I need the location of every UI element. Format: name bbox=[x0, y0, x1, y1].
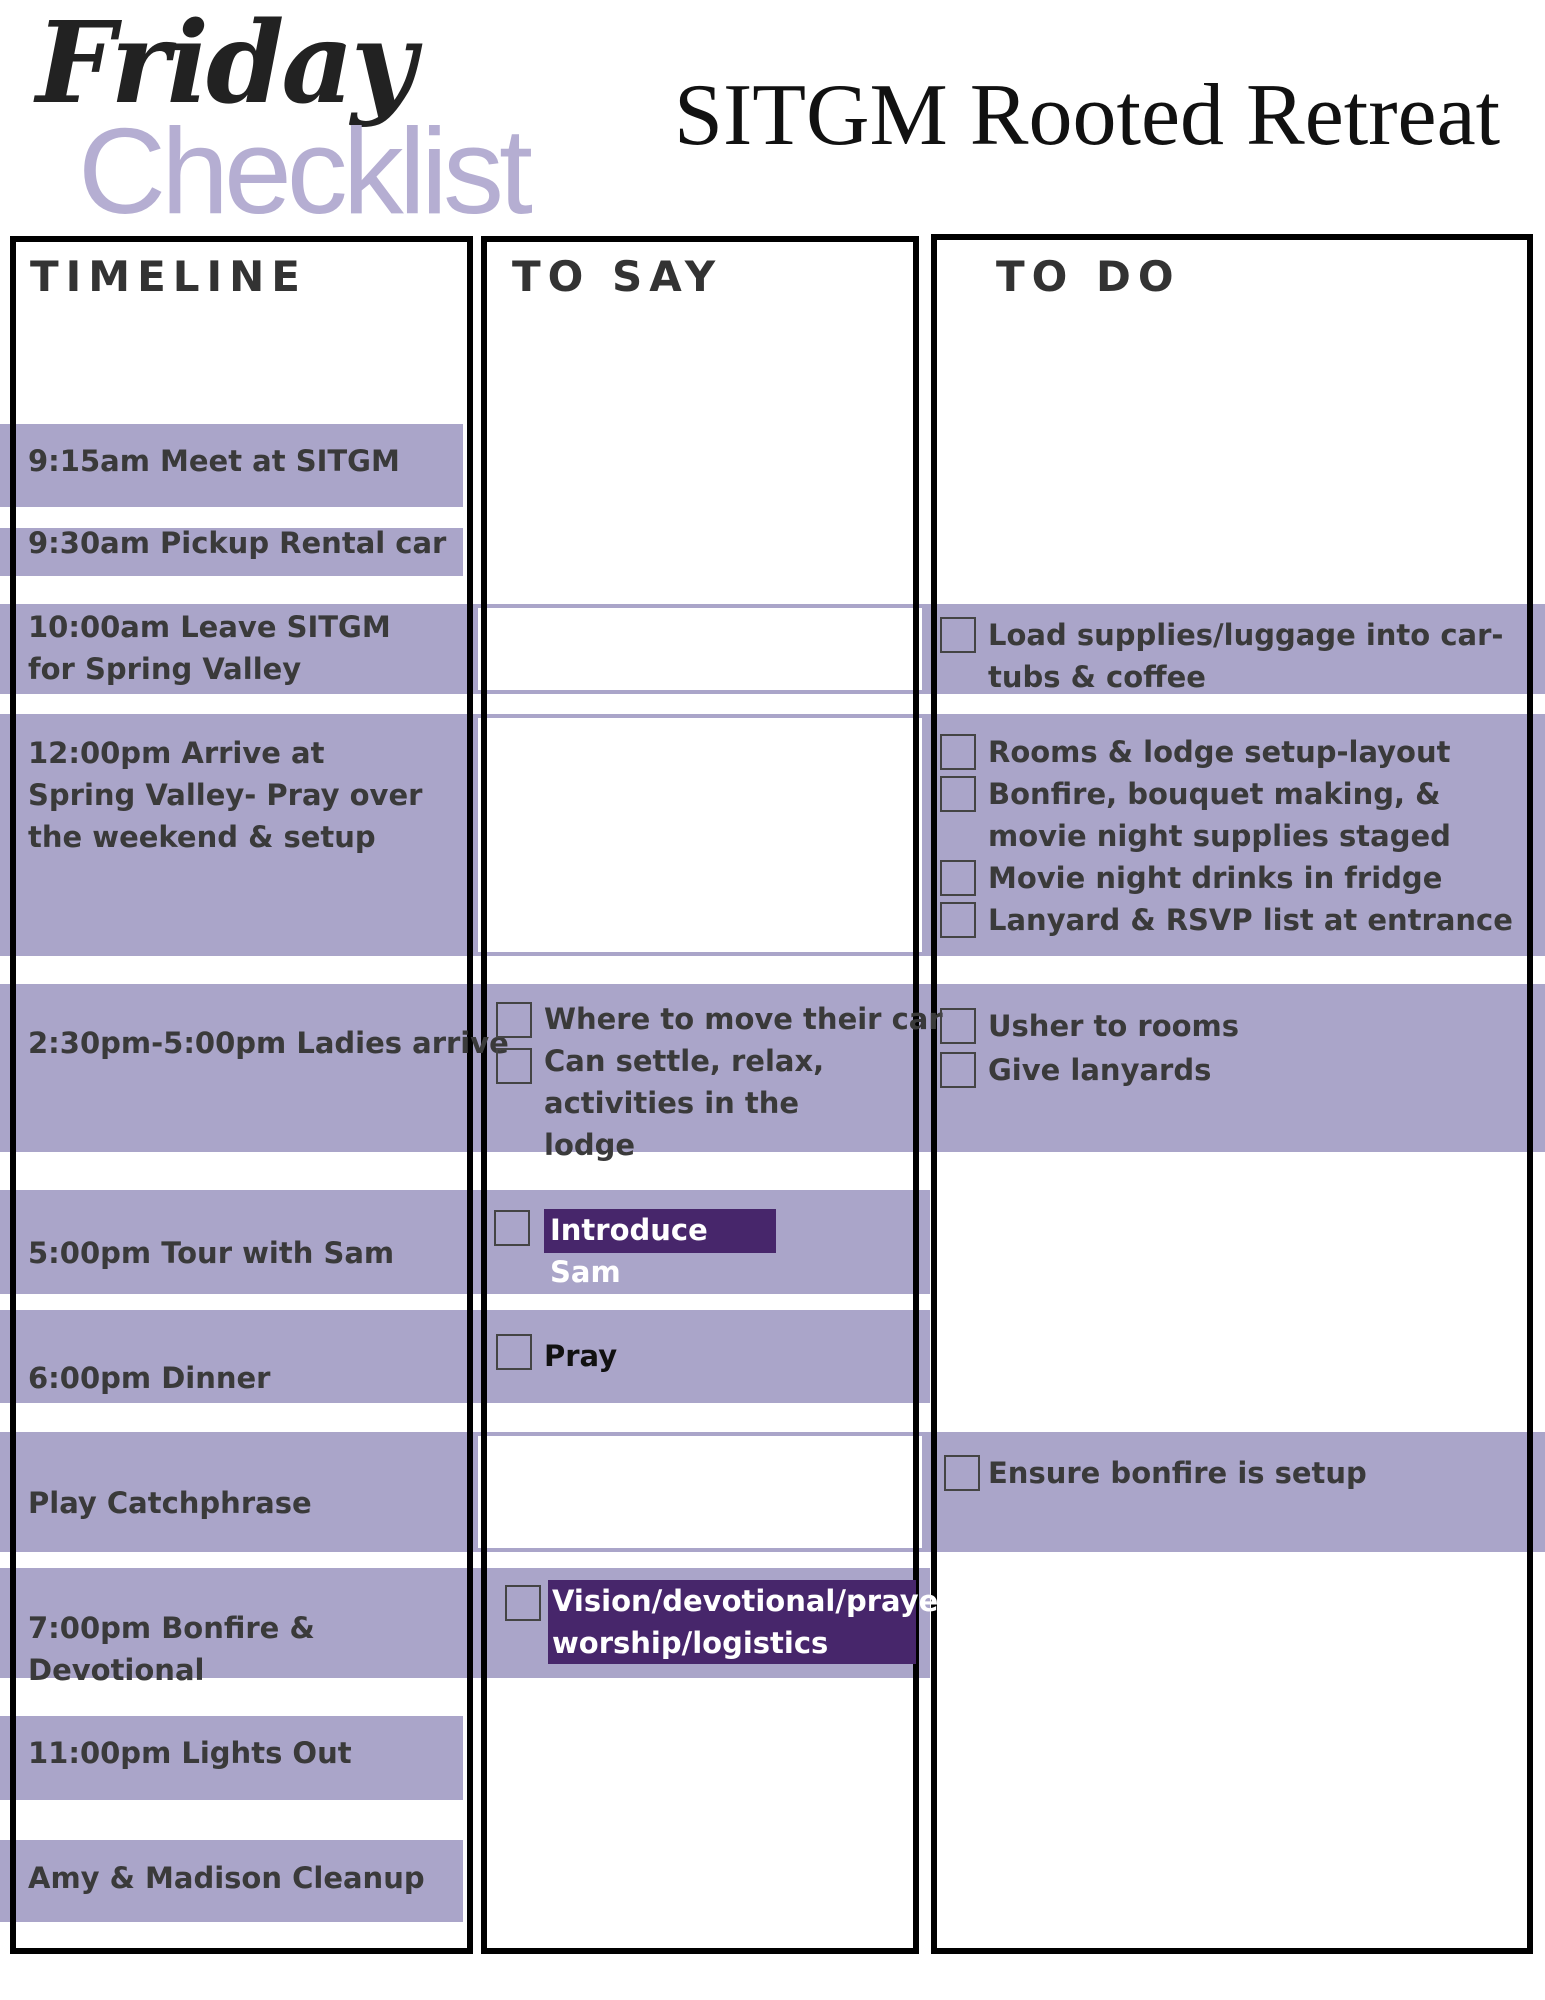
timeline-item: 9:30am Pickup Rental car bbox=[28, 526, 447, 560]
timeline-item: 5:00pm Tour with Sam bbox=[28, 1236, 395, 1270]
timeline-item: 12:00pm Arrive at Spring Valley- Pray over the weekend & setup bbox=[28, 736, 423, 854]
checkbox-usher-rooms[interactable] bbox=[940, 1008, 976, 1044]
logo-checklist: Checklist bbox=[78, 103, 528, 239]
to-say-empty-box-1000 bbox=[474, 604, 926, 694]
to-do-item: Movie night drinks in fridge bbox=[988, 861, 1443, 895]
checkbox-introduce-sam[interactable] bbox=[494, 1210, 530, 1246]
timeline-item: 11:00pm Lights Out bbox=[28, 1736, 352, 1770]
to-say-empty-box-1200 bbox=[474, 714, 926, 956]
timeline-item: 9:15am Meet at SITGM bbox=[28, 444, 400, 478]
to-do-item: Bonfire, bouquet making, & movie night supplies staged bbox=[988, 777, 1451, 853]
checkbox-bonfire-supplies[interactable] bbox=[940, 776, 976, 812]
to-do-item: Rooms & lodge setup-layout bbox=[988, 735, 1451, 769]
to-say-item: Pray bbox=[544, 1339, 618, 1373]
to-say-item: Can settle, relax, activities in the lodge bbox=[544, 1044, 825, 1162]
checkbox-rooms-setup[interactable] bbox=[940, 734, 976, 770]
timeline-item: 10:00am Leave SITGM for Spring Valley bbox=[28, 610, 391, 686]
checkbox-settle-relax[interactable] bbox=[496, 1048, 532, 1084]
checkbox-bonfire-setup[interactable] bbox=[944, 1455, 980, 1491]
to-do-item: Give lanyards bbox=[988, 1053, 1212, 1087]
timeline-header: TIMELINE bbox=[30, 252, 307, 301]
timeline-item: 6:00pm Dinner bbox=[28, 1361, 271, 1395]
to-do-item: Ensure bonfire is setup bbox=[988, 1456, 1367, 1490]
to-say-empty-box-catchphrase bbox=[474, 1432, 926, 1552]
logo-friday: Friday bbox=[36, 0, 414, 129]
checkbox-vision[interactable] bbox=[505, 1585, 541, 1621]
event-title: SITGM Rooted Retreat bbox=[674, 67, 1501, 164]
timeline-item: Play Catchphrase bbox=[28, 1486, 312, 1520]
to-do-item: Usher to rooms bbox=[988, 1009, 1240, 1043]
checkbox-pray[interactable] bbox=[496, 1334, 532, 1370]
to-say-item: Where to move their car bbox=[544, 1002, 943, 1036]
to-say-highlight-introduce-sam: Introduce Sam bbox=[544, 1209, 776, 1253]
checkbox-load-supplies[interactable] bbox=[940, 617, 976, 653]
checkbox-lanyard-rsvp[interactable] bbox=[940, 902, 976, 938]
timeline-item: 2:30pm-5:00pm Ladies arrive bbox=[28, 1026, 509, 1060]
to-do-header: TO DO bbox=[996, 252, 1181, 301]
checkbox-move-car[interactable] bbox=[496, 1002, 532, 1038]
checkbox-give-lanyards[interactable] bbox=[940, 1052, 976, 1088]
to-say-highlight-vision: Vision/devotional/prayer/ worship/logistics bbox=[548, 1580, 916, 1664]
timeline-item: Amy & Madison Cleanup bbox=[28, 1861, 425, 1895]
checkbox-movie-drinks[interactable] bbox=[940, 860, 976, 896]
to-do-item: Lanyard & RSVP list at entrance bbox=[988, 903, 1513, 937]
to-do-item: Load supplies/luggage into car-tubs & coffee bbox=[988, 618, 1504, 694]
to-say-header: TO SAY bbox=[512, 252, 723, 301]
timeline-item: 7:00pm Bonfire & Devotional bbox=[28, 1611, 315, 1687]
